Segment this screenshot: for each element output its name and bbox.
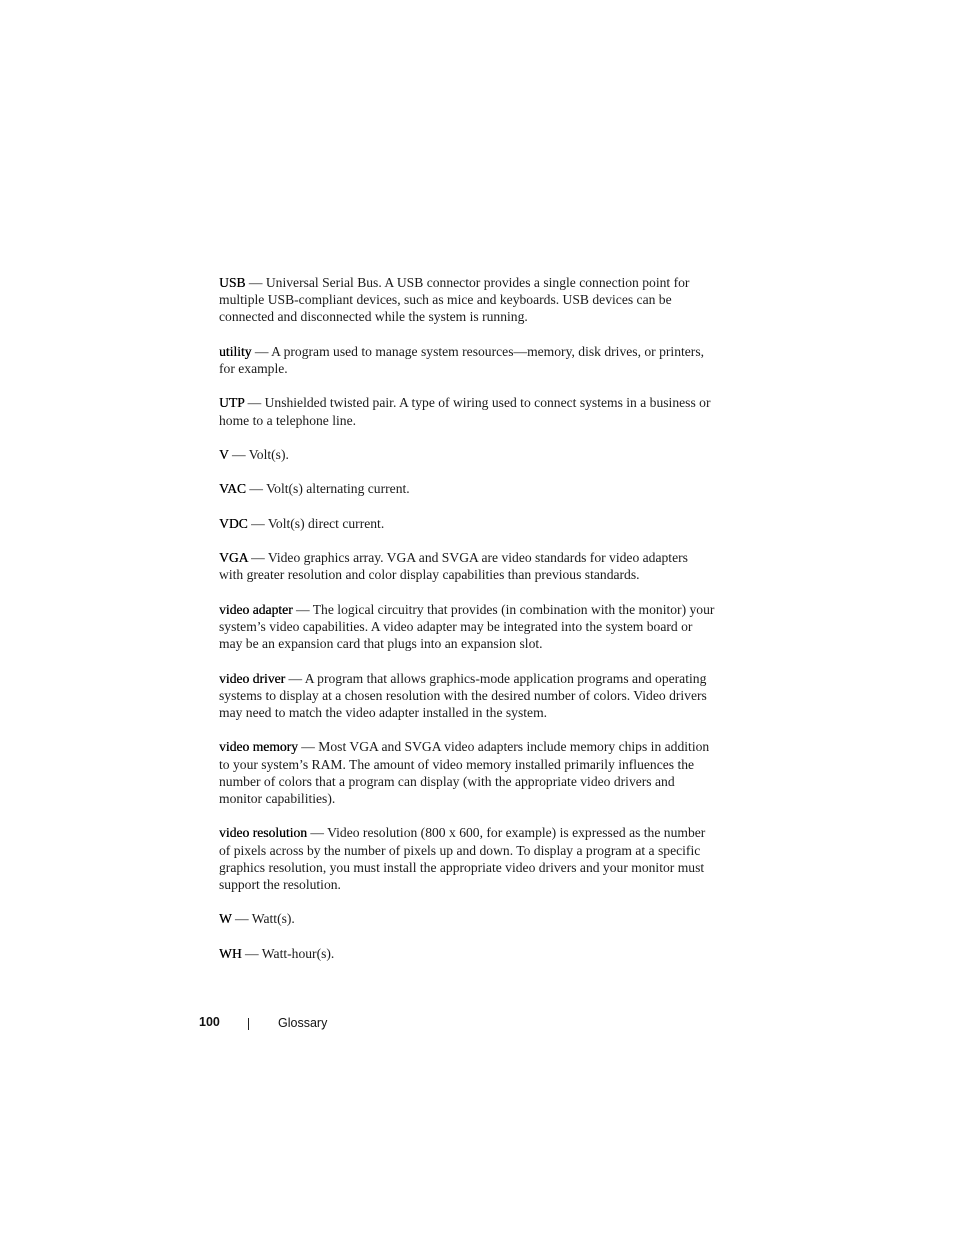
glossary-entry-video-adapter bbox=[219, 601, 715, 653]
glossary-entry-vga bbox=[219, 549, 715, 583]
glossary-definition: — Watt(s). bbox=[231, 911, 295, 927]
glossary-entry-v bbox=[219, 446, 715, 463]
glossary-term: video driver bbox=[219, 670, 286, 686]
glossary-definition: — Unshielded twisted pair. A type of wiring used to connect systems in a business or home to a telephone line. bbox=[219, 395, 711, 428]
glossary-entry-utp bbox=[219, 394, 715, 428]
glossary-entry-vdc bbox=[219, 515, 715, 532]
glossary-definition: — Watt-hour(s). bbox=[241, 945, 335, 961]
glossary-term: utility bbox=[219, 343, 252, 359]
glossary-definition: — A program used to manage system resources—memory, disk drives, or printers, for example. bbox=[219, 343, 705, 376]
glossary-definition: — Volt(s) direct current. bbox=[247, 515, 385, 531]
glossary-term: video adapter bbox=[219, 601, 293, 617]
glossary-term: W bbox=[219, 911, 232, 927]
glossary-term: VAC bbox=[219, 481, 246, 497]
glossary-entry-w bbox=[219, 910, 715, 927]
glossary-entries bbox=[219, 274, 715, 979]
glossary-term: USB bbox=[219, 275, 246, 290]
glossary-definition: — Video graphics array. VGA and SVGA are video standards for video adapters with greater resolution and color display capabilities than previous standards. bbox=[219, 550, 688, 583]
glossary-term: VGA bbox=[219, 550, 248, 566]
glossary-definition: — The logical circuitry that provides (in combination with the monitor) your system’s video capabilities. A video adapter may be integrated into the system board or may be an expansion card that plugs into an expansion slot. bbox=[219, 601, 715, 652]
footer-separator bbox=[248, 1018, 249, 1030]
glossary-definition: — A program that allows graphics-mode application programs and operating systems to display at a chosen resolution with the desired number of colors. Video drivers may need to match the video adapter installed in the system. bbox=[219, 670, 707, 720]
glossary-term: UTP bbox=[219, 395, 245, 411]
glossary-definition: — Universal Serial Bus. A USB connector provides a single connection point for multiple USB-compliant devices, such as mice and keyboards. USB devices can be connected and disconnected while the system is running. bbox=[219, 275, 690, 325]
page-number: 100 bbox=[199, 1015, 220, 1029]
glossary-definition: — Volt(s). bbox=[228, 446, 289, 462]
glossary-term: video memory bbox=[219, 739, 298, 755]
glossary-entry-video-memory bbox=[219, 738, 715, 807]
section-name: Glossary bbox=[278, 1016, 328, 1030]
glossary-entry-usb bbox=[219, 274, 715, 326]
glossary-entry-utility bbox=[219, 343, 715, 377]
glossary-term: V bbox=[219, 446, 229, 462]
glossary-definition: — Volt(s) alternating current. bbox=[245, 481, 410, 497]
glossary-term: WH bbox=[219, 945, 242, 961]
glossary-term: video resolution bbox=[219, 825, 307, 841]
glossary-definition: — Video resolution (800 x 600, for example) is expressed as the number of pixels across by the number of pixels up and down. To display a program at a specific graphics resolution, you must install the appropriate video drivers and your monitor must support the resolution. bbox=[219, 825, 706, 892]
glossary-entry-video-resolution bbox=[219, 824, 715, 893]
glossary-entry-vac bbox=[219, 480, 715, 497]
glossary-term: VDC bbox=[219, 515, 248, 531]
glossary-entry-wh bbox=[219, 945, 715, 962]
glossary-entry-video-driver bbox=[219, 670, 715, 722]
glossary-definition: — Most VGA and SVGA video adapters include memory chips in addition to your system’s RAM. The amount of video memory installed primarily influences the number of colors that a program can display (with the appropriate video drivers and monitor capabilities). bbox=[219, 739, 710, 806]
page-footer bbox=[0, 1015, 954, 1035]
